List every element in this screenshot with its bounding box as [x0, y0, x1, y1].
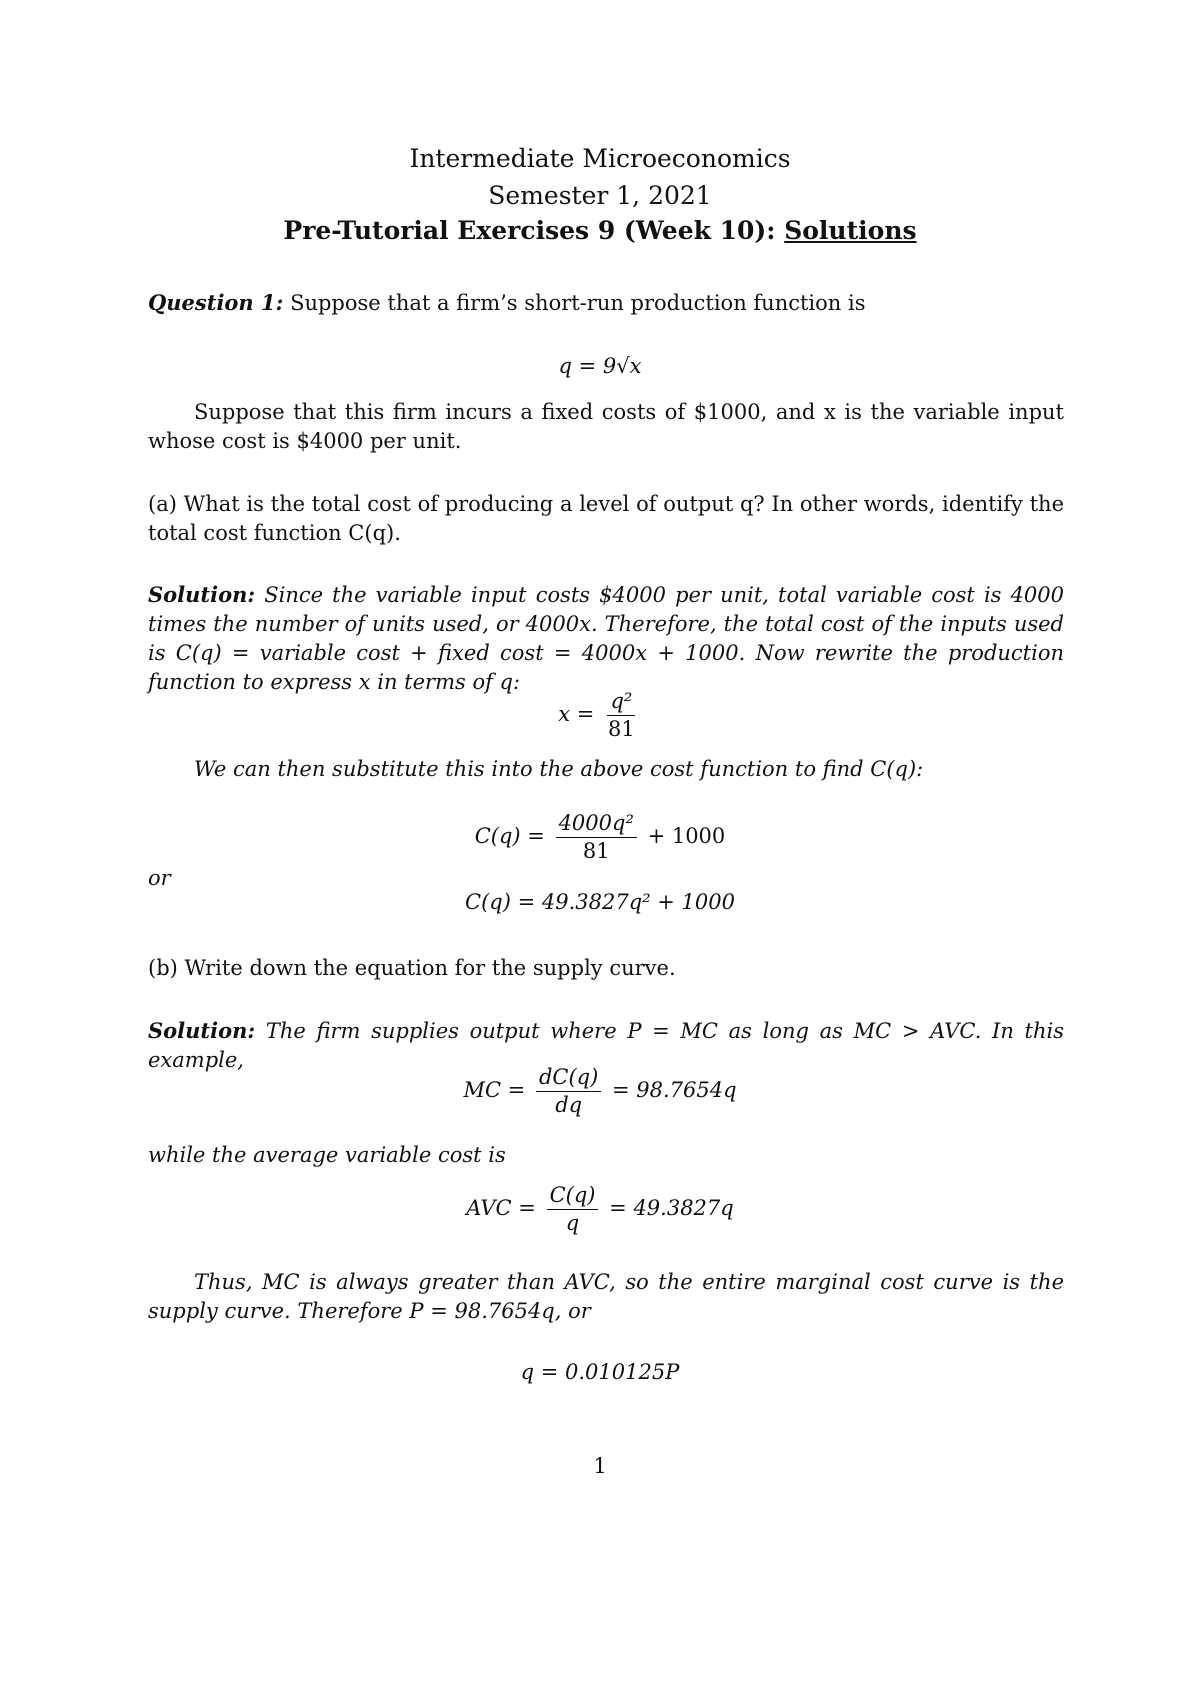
mc-num: dC(q)	[536, 1066, 601, 1092]
avc-intro: while the average variable cost is	[148, 1143, 506, 1167]
avc-num: C(q)	[547, 1184, 599, 1210]
avc-equation	[0, 1184, 1200, 1235]
production-equation: q = 9√x	[558, 354, 642, 378]
solution-a-text: Since the variable input costs $4000 per unit, total variable cost is 4000 times the number of units used, or 4000x. Therefore, the total cost of the inputs used is C(q) = variable cost + fixed cost = 4000x + 1000. Now rewrite the production function to express x in terms of q:	[148, 583, 1064, 694]
cq-lhs: C(q) =	[474, 824, 545, 849]
mc-den: dq	[555, 1093, 583, 1118]
cq-equation	[0, 812, 1200, 863]
avc-rhs: = 49.3827q	[609, 1196, 734, 1221]
page-title	[0, 216, 1200, 245]
substitute-line: We can then substitute this into the above cost function to find C(q):	[194, 757, 924, 781]
page-number: 1	[593, 1454, 607, 1478]
x-eq-lhs: x =	[558, 702, 595, 727]
cq2-equation: C(q) = 49.3827q² + 1000	[465, 890, 735, 914]
mc-equation	[0, 1066, 1200, 1117]
question-label: Question 1:	[148, 290, 284, 315]
supply-equation: q = 0.010125P	[520, 1360, 680, 1384]
cq-den: 81	[582, 839, 610, 864]
setup-paragraph: Suppose that this firm incurs a fixed costs of $1000, and x is the variable input whose cost is $4000 per unit.	[148, 400, 1064, 453]
or-word: or	[148, 866, 171, 890]
title-main: Pre-Tutorial Exercises 9 (Week 10):	[283, 216, 776, 245]
solution-b-label: Solution:	[148, 1018, 256, 1043]
solution-label: Solution:	[148, 582, 256, 607]
x-eq-num: q²	[607, 690, 635, 716]
avc-den: q	[565, 1211, 580, 1236]
conclusion-paragraph: Thus, MC is always greater than AVC, so the entire marginal cost curve is the supply curve. Therefore P = 98.7654q, or	[148, 1270, 1064, 1323]
cq-rhs: + 1000	[647, 824, 726, 849]
part-a-question: (a) What is the total cost of producing a level of output q? In other words, identify the total cost function C(q).	[148, 492, 1064, 545]
question-intro-text: Suppose that a firm’s short-run production function is	[290, 291, 866, 315]
mc-rhs: = 98.7654q	[612, 1078, 737, 1103]
solution-a	[148, 580, 1064, 697]
solution-b-text: The firm supplies output where P = MC as long as MC > AVC. In this example,	[148, 1019, 1064, 1072]
course-title: Intermediate Microeconomics	[409, 144, 791, 173]
part-b-question: (b) Write down the equation for the supply curve.	[148, 956, 676, 980]
avc-lhs: AVC =	[466, 1196, 536, 1221]
x-equation	[0, 690, 1200, 741]
question-1-intro	[148, 288, 1064, 318]
x-eq-den: 81	[608, 717, 635, 742]
cq-num: 4000q²	[556, 812, 637, 838]
title-solutions: Solutions	[784, 216, 917, 245]
semester: Semester 1, 2021	[488, 181, 712, 210]
mc-lhs: MC =	[463, 1078, 526, 1103]
